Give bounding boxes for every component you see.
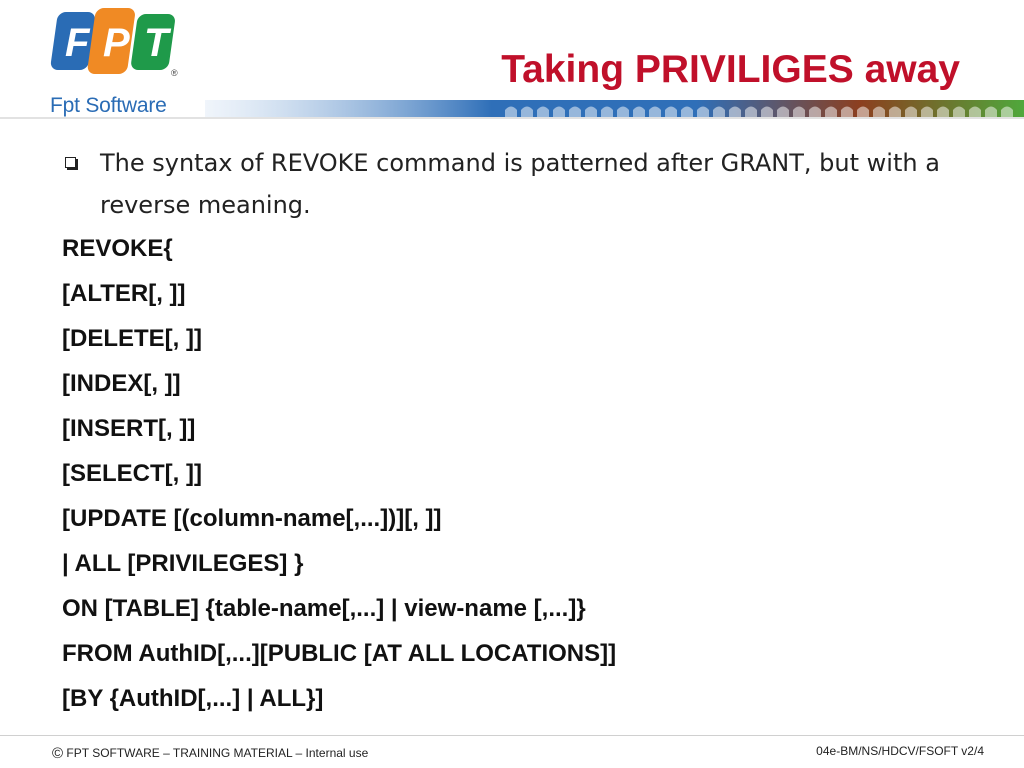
svg-text:T: T — [144, 21, 169, 65]
svg-text:P: P — [103, 21, 130, 65]
revoke-syntax-block — [62, 226, 962, 721]
company-name: Fpt Software — [50, 94, 167, 117]
syntax-line: [INDEX[, ]] — [62, 370, 181, 397]
syntax-line: [BY {AuthID[,...] | ALL}] — [62, 685, 324, 712]
svg-text:F: F — [65, 21, 90, 65]
header-divider — [0, 117, 1024, 119]
footer-document-code: 04e-BM/NS/HDCV/FSOFT v2/4 — [816, 744, 984, 758]
slide-body — [62, 142, 962, 721]
syntax-line: [ALTER[, ]] — [62, 280, 186, 307]
fpt-logo — [48, 6, 180, 116]
square-bullet-icon — [65, 157, 76, 168]
footer-copyright — [52, 745, 368, 762]
bullet-item — [62, 142, 962, 226]
syntax-line: REVOKE{ — [62, 235, 173, 262]
header-decorative-band — [205, 100, 1024, 118]
syntax-line: | ALL [PRIVILEGES] } — [62, 550, 304, 577]
syntax-line: [DELETE[, ]] — [62, 325, 202, 352]
svg-text:®: ® — [171, 68, 178, 78]
slide-title: Taking PRIVILIGES away — [501, 48, 960, 91]
syntax-line: [UPDATE [(column-name[,...])][, ]] — [62, 505, 442, 532]
fpt-logo-mark — [48, 6, 180, 81]
syntax-line: ON [TABLE] {table-name[,...] | view-name [,...]} — [62, 595, 586, 622]
syntax-line: FROM AuthID[,...][PUBLIC [AT ALL LOCATIONS]] — [62, 640, 617, 667]
footer-divider — [0, 735, 1024, 736]
syntax-line: [SELECT[, ]] — [62, 460, 202, 487]
syntax-line: [INSERT[, ]] — [62, 415, 196, 442]
bullet-text: The syntax of REVOKE command is patterned after GRANT, but with a reverse meaning. — [100, 149, 940, 219]
footer-left-text: FPT SOFTWARE – TRAINING MATERIAL – Internal use — [66, 746, 369, 760]
copyright-symbol: © — [52, 745, 64, 762]
